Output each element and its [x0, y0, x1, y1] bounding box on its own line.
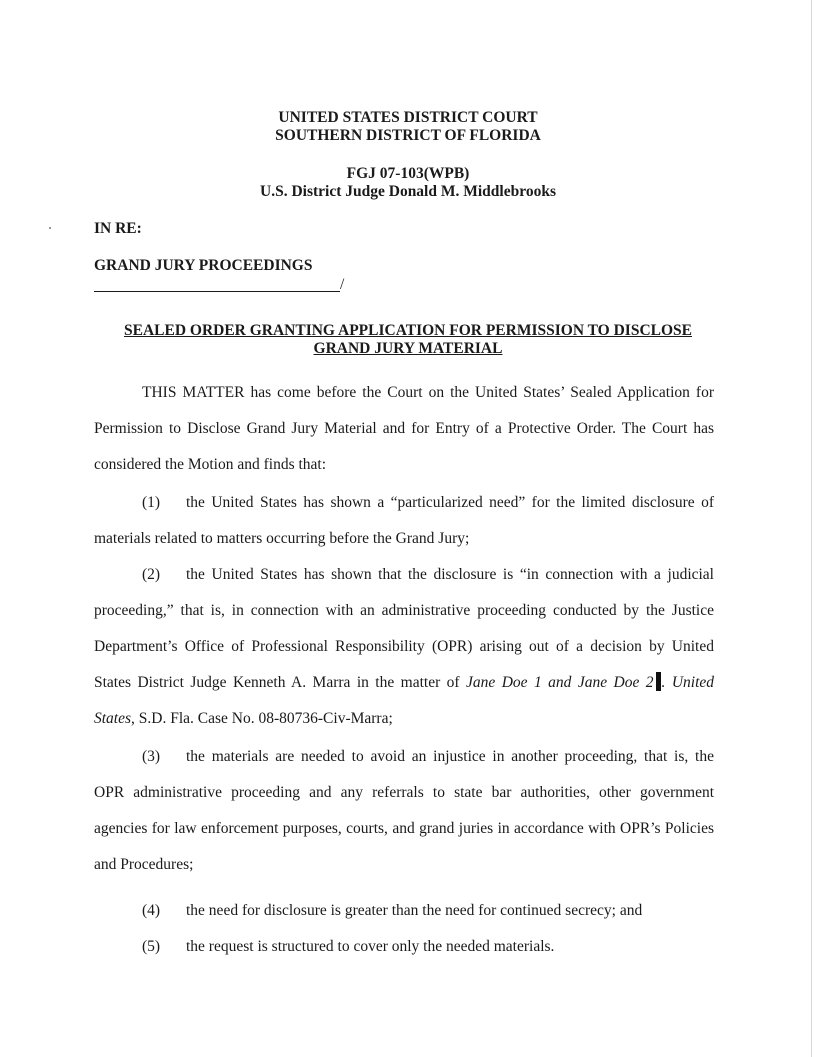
- finding-number: (3): [142, 748, 161, 765]
- finding-text: the need for disclosure is greater than the need for continued secrecy; and: [186, 902, 643, 919]
- caption-slash: /: [340, 276, 345, 293]
- order-title-line2: GRAND JURY MATERIAL: [313, 340, 503, 357]
- finding-1: [94, 485, 714, 557]
- order-title: [0, 322, 816, 358]
- intro-line-2: Permission to Disclose Grand Jury Material and for Entry of a Protective Order. The Court has: [94, 420, 714, 437]
- matter-name: GRAND JURY PROCEEDINGS: [94, 257, 313, 274]
- in-re-label: IN RE:: [94, 220, 142, 237]
- finding-4: [94, 893, 714, 929]
- finding-number: (4): [142, 902, 161, 919]
- intro-line-1: THIS MATTER has come before the Court on the United States’ Sealed Application for: [142, 384, 714, 401]
- finding-text: the United States has shown a “particularized need” for the limited disclosure of: [186, 494, 714, 511]
- finding-5: [94, 929, 714, 965]
- finding-1-line-1: [94, 485, 714, 521]
- finding-text: , S.D. Fla. Case No. 08-80736-Civ-Marra;: [131, 710, 393, 727]
- finding-2-line-4: [94, 665, 714, 701]
- scan-edge-line: [811, 0, 812, 1057]
- finding-2-line-3: Department’s Office of Professional Responsibility (OPR) arising out of a decision by United: [94, 638, 714, 655]
- court-heading: [0, 109, 816, 145]
- finding-2: [94, 557, 714, 737]
- finding-5-line-1: [94, 929, 714, 965]
- finding-3-line-1: [94, 739, 714, 775]
- finding-number: (1): [142, 494, 161, 511]
- case-number: FGJ 07-103(WPB): [346, 165, 470, 182]
- case-caption: States: [94, 710, 132, 727]
- intro-line-3: considered the Motion and finds that:: [94, 456, 327, 473]
- order-title-line1: SEALED ORDER GRANTING APPLICATION FOR PERMISSION TO DISCLOSE: [123, 322, 692, 339]
- finding-2-line-2: proceeding,” that is, in connection with an administrative proceeding conducted by the Justice: [94, 602, 714, 619]
- judge-name: U.S. District Judge Donald M. Middlebrooks: [260, 183, 556, 200]
- scan-speck: [49, 227, 51, 229]
- caption-underline: [94, 291, 340, 292]
- finding-1-line-2: materials related to matters occurring before the Grand Jury;: [94, 530, 470, 547]
- finding-3-line-3: agencies for law enforcement purposes, courts, and grand juries in accordance with OPR’s Policies: [94, 820, 714, 837]
- case-caption-versus: . United: [661, 674, 715, 691]
- case-heading: [0, 165, 816, 201]
- finding-3-line-2: OPR administrative proceeding and any referrals to state bar authorities, other government: [94, 784, 714, 801]
- finding-4-line-1: [94, 893, 714, 929]
- finding-2-line-1: [94, 557, 714, 593]
- court-district: SOUTHERN DISTRICT OF FLORIDA: [275, 127, 541, 144]
- finding-number: (5): [142, 938, 161, 955]
- redaction-bar: [656, 672, 661, 691]
- case-caption: Jane Doe 1 and Jane Doe 2: [466, 674, 654, 691]
- intro-paragraph: [94, 375, 714, 483]
- court-name: UNITED STATES DISTRICT COURT: [278, 109, 538, 126]
- finding-text: the materials are needed to avoid an injustice in another proceeding, that is, the: [186, 748, 714, 765]
- finding-text: States District Judge Kenneth A. Marra in the matter of: [94, 674, 467, 691]
- finding-3-line-4: and Procedures;: [94, 856, 194, 873]
- finding-number: (2): [142, 566, 161, 583]
- finding-text: the request is structured to cover only the needed materials.: [186, 938, 555, 955]
- finding-3: [94, 739, 714, 883]
- finding-2-line-5: [94, 701, 714, 737]
- finding-text: the United States has shown that the disclosure is “in connection with a judicial: [186, 566, 714, 583]
